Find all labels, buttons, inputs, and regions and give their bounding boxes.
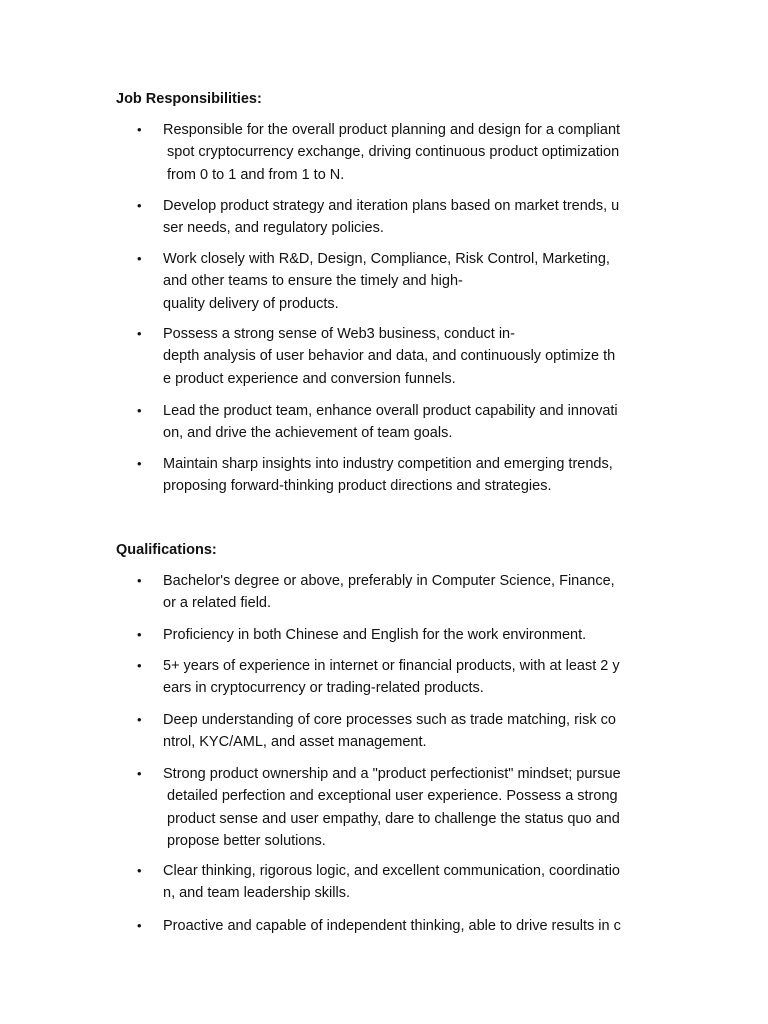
text-line: Proactive and capable of independent thinking, able to drive results in c (163, 918, 621, 934)
bullet: • (137, 122, 142, 137)
bullet: • (137, 658, 142, 673)
text-line: Proficiency in both Chinese and English for the work environment. (163, 627, 587, 643)
text-line: quality delivery of products. (163, 295, 339, 312)
qualifications-heading: Qualifications: (116, 542, 217, 558)
bullet: • (137, 863, 142, 878)
text-line: or a related field. (163, 595, 272, 612)
text-line: ntrol, KYC/AML, and asset management. (163, 734, 427, 751)
text-line: 5+ years of experience in internet or financial products, with at least 2 y (163, 658, 620, 674)
bullet: • (137, 251, 142, 266)
text-line: Bachelor's degree or above, preferably in Computer Science, Finance, (163, 573, 615, 589)
text-line: spot cryptocurrency exchange, driving continuous product optimization (167, 144, 620, 161)
text-line: Develop product strategy and iteration plans based on market trends, u (163, 198, 620, 214)
text-line: propose better solutions. (167, 833, 326, 850)
bullet: • (137, 456, 142, 471)
bullet: • (137, 766, 142, 781)
text-line: product sense and user empathy, dare to challenge the status quo and (167, 810, 620, 827)
text-line: Strong product ownership and a "product perfectionist" mindset; pursue (163, 766, 621, 782)
bullet: • (137, 712, 142, 727)
text-line: Responsible for the overall product planning and design for a compliant (163, 122, 621, 138)
text-line: Lead the product team, enhance overall product capability and innovati (163, 403, 618, 419)
bullet: • (137, 403, 142, 418)
bullet: • (137, 326, 142, 341)
text-line: e product experience and conversion funnels. (163, 370, 456, 387)
bullet: • (137, 627, 142, 642)
bullet: • (137, 573, 142, 588)
job-responsibilities-heading: Job Responsibilities: (116, 91, 262, 107)
text-line: n, and team leadership skills. (163, 885, 350, 902)
bullet: • (137, 918, 142, 933)
text-line: Possess a strong sense of Web3 business, conduct in- (163, 326, 515, 342)
text-line: Deep understanding of core processes such as trade matching, risk co (163, 712, 616, 728)
text-line: detailed perfection and exceptional user experience. Possess a strong (167, 788, 618, 805)
text-line: ser needs, and regulatory policies. (163, 220, 384, 237)
text-line: from 0 to 1 and from 1 to N. (167, 166, 345, 183)
text-line: and other teams to ensure the timely and high- (163, 273, 463, 290)
text-line: depth analysis of user behavior and data, and continuously optimize th (163, 348, 616, 365)
text-line: Clear thinking, rigorous logic, and excellent communication, coordinatio (163, 863, 620, 879)
text-line: ears in cryptocurrency or trading-related products. (163, 680, 484, 697)
text-line: proposing forward-thinking product directions and strategies. (163, 478, 552, 495)
bullet: • (137, 198, 142, 213)
text-line: Maintain sharp insights into industry competition and emerging trends, (163, 456, 613, 472)
text-line: on, and drive the achievement of team goals. (163, 425, 453, 442)
text-line: Work closely with R&D, Design, Compliance, Risk Control, Marketing, (163, 251, 610, 267)
